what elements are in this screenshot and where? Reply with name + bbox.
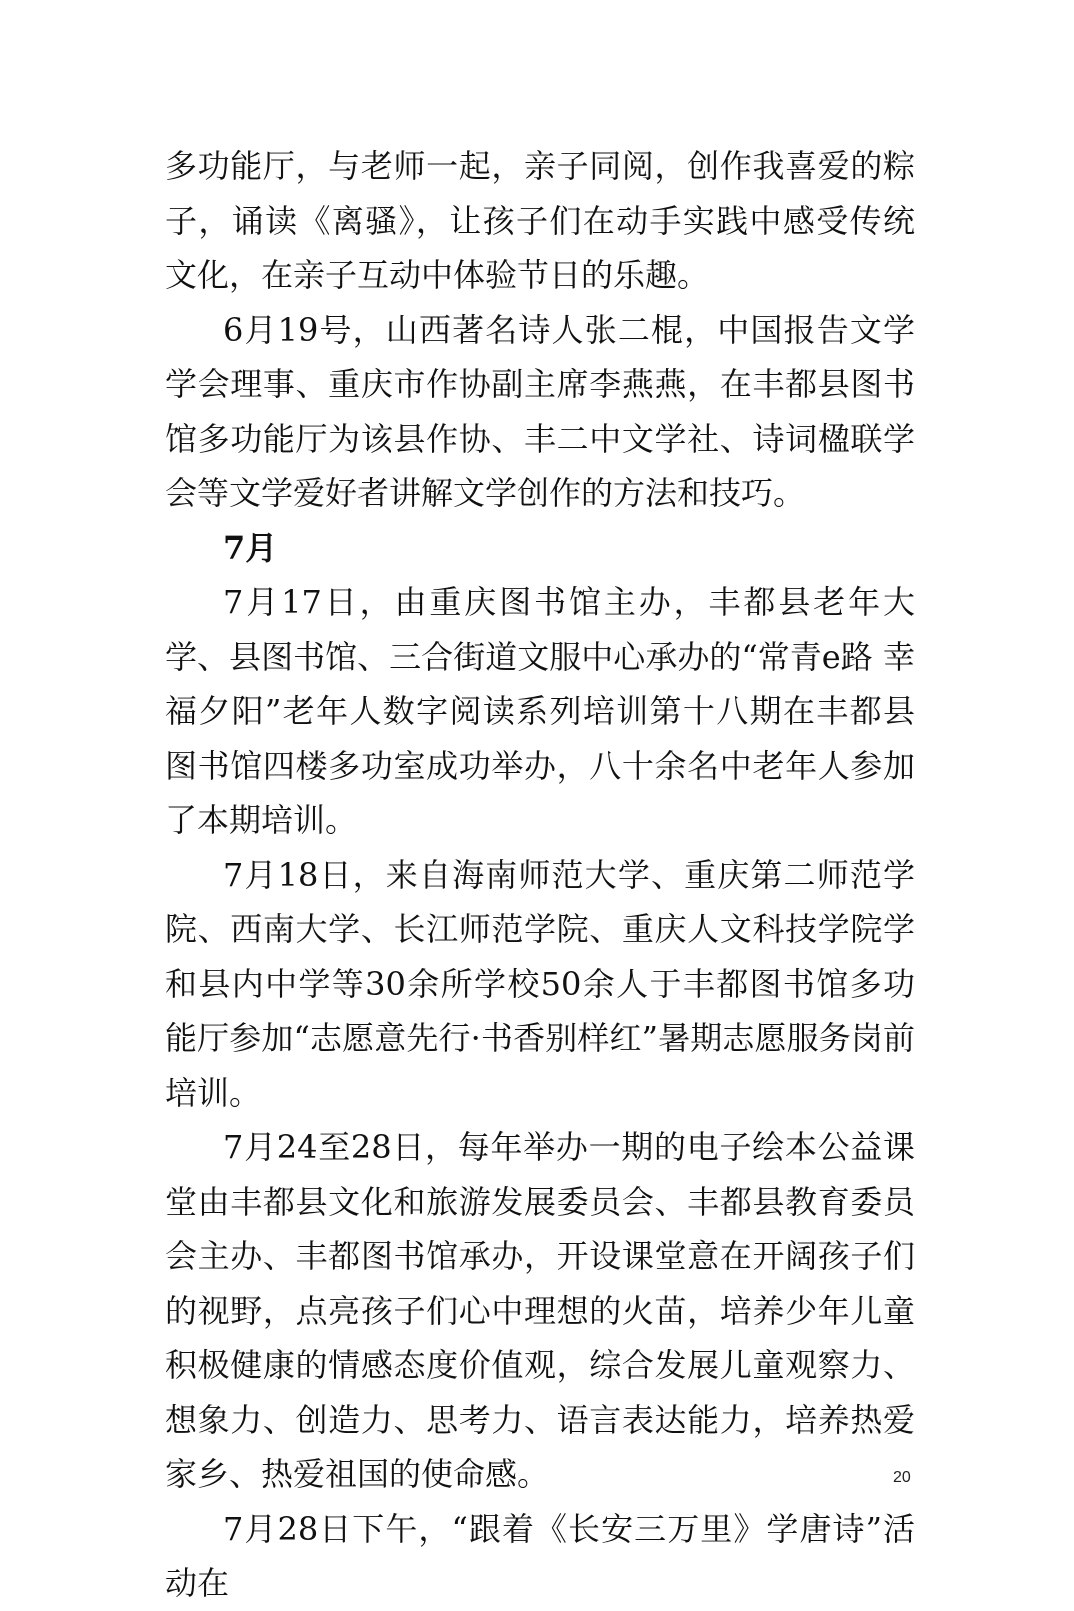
paragraph-july-17: 7月17日，由重庆图书馆主办，丰都县老年大学、县图书馆、三合街道文服中心承办的“常青e路 幸福夕阳”老年人数字阅读系列培训第十八期在丰都县图书馆四楼多功室成功举办，八十余名中老年人参加了本期培训。 (165, 583, 915, 839)
document-body (165, 139, 915, 1611)
paragraph-july-28: 7月28日下午，“跟着《长安三万里》学唐诗”活动在 (165, 1509, 915, 1602)
paragraph-july-24-28: 7月24至28日，每年举办一期的电子绘本公益课堂由丰都县文化和旅游发展委员会、丰都县教育委员会主办、丰都图书馆承办，开设课堂意在开阔孩子们的视野，点亮孩子们心中理想的火苗，培养少年儿童积极健康的情感态度价值观，综合发展儿童观察力、想象力、创造力、思考力、语言表达能力，培养热爱家乡、热爱祖国的使命感。 (165, 1128, 915, 1493)
paragraph-july-18: 7月18日，来自海南师范大学、重庆第二师范学院、西南大学、长江师范学院、重庆人文科技学院学和县内中学等30余所学校50余人于丰都图书馆多功能厅参加“志愿意先行·书香别样红”暑期志愿服务岗前培训。 (165, 855, 915, 1112)
page-number: 20 (893, 1469, 911, 1486)
section-heading-july: 7月 (223, 528, 278, 567)
paragraph-continuation: 多功能厅，与老师一起，亲子同阅，创作我喜爱的粽子，诵读《离骚》，让孩子们在动手实践中感受传统文化，在亲子互动中体验节日的乐趣。 (165, 147, 915, 294)
paragraph-june-19: 6月19号，山西著名诗人张二棍，中国报告文学学会理事、重庆市作协副主席李燕燕，在丰都县图书馆多功能厅为该县作协、丰二中文学社、诗词楹联学会等文学爱好者讲解文学创作的方法和技巧。 (165, 310, 915, 512)
